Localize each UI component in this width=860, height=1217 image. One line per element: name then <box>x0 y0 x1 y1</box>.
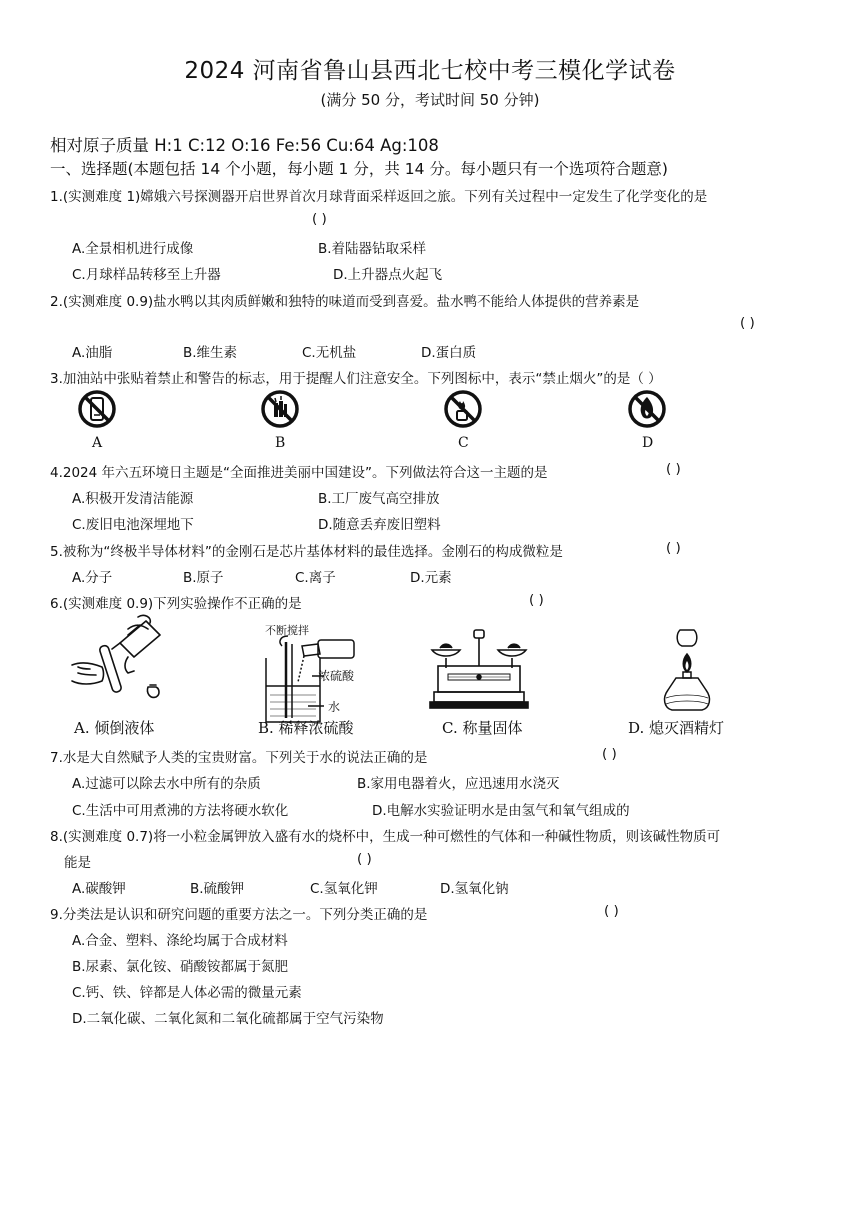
q3-label-d: D <box>642 435 654 451</box>
q5-stem: 5.被称为“终极半导体材料”的金刚石是芯片基体材料的最佳选择。金刚石的构成微粒是 <box>50 544 563 560</box>
q7-option-a: A.过滤可以除去水中所有的杂质 <box>72 776 261 792</box>
q3-label-b: B <box>275 435 286 451</box>
q8-answer-paren: ( ) <box>357 851 372 867</box>
q2-option-a: A.油脂 <box>72 345 113 361</box>
q1-option-c: C.月球样品转移至上升器 <box>72 267 221 283</box>
q2-stem: 2.(实测难度 0.9)盐水鸭以其肉质鲜嫩和独特的味道而受到喜爱。盐水鸭不能给人体提供的营养素是 <box>50 294 640 310</box>
q5-option-a: A.分子 <box>72 570 113 586</box>
q2-option-c: C.无机盐 <box>302 345 357 361</box>
q2-option-d: D.蛋白质 <box>421 345 477 361</box>
atomic-masses: 相对原子质量 H:1 C:12 O:16 Fe:56 Cu:64 Ag:108 <box>50 136 439 155</box>
q5-option-b: B.原子 <box>183 570 224 586</box>
q5-answer-paren: ( ) <box>666 540 681 556</box>
q4-option-d: D.随意丢弃废旧塑料 <box>318 517 441 533</box>
page-title: 2024 河南省鲁山县西北七校中考三模化学试卷 <box>184 58 676 84</box>
no-fireworks-icon <box>260 389 300 429</box>
q7-answer-paren: ( ) <box>602 746 617 762</box>
pour-liquid-figure <box>68 615 168 710</box>
section-heading: 一、选择题(本题包括 14 个小题，每小题 1 分，共 14 分。每小题只有一个选项符合题意) <box>50 160 668 178</box>
q8-stem-cont: 能是 <box>64 855 91 871</box>
q3-label-c: C <box>458 435 469 451</box>
q8-option-b: B.硫酸钾 <box>190 881 245 897</box>
q5-option-d: D.元素 <box>410 570 452 586</box>
label-stir: 不断搅拌 <box>265 624 309 637</box>
no-phone-icon <box>77 389 117 429</box>
q2-option-b: B.维生素 <box>183 345 238 361</box>
q1-option-d: D.上升器点火起飞 <box>333 267 443 283</box>
q6-answer-paren: ( ) <box>529 592 544 608</box>
q9-option-a: A.合金、塑料、涤纶均属于合成材料 <box>72 933 288 949</box>
balance-figure <box>428 626 538 714</box>
q2-answer-paren: ( ) <box>740 315 755 331</box>
q4-option-c: C.废旧电池深埋地下 <box>72 517 194 533</box>
q6-caption-d: D. 熄灭酒精灯 <box>628 719 725 737</box>
q8-stem: 8.(实测难度 0.7)将一小粒金属钾放入盛有水的烧杯中，生成一种可燃性的气体和一种碱性物质，则该碱性物质可 <box>50 829 721 845</box>
no-lighter-icon <box>443 389 483 429</box>
no-fire-icon <box>627 389 667 429</box>
alcohol-lamp-figure <box>654 628 724 714</box>
q6-caption-a: A. 倾倒液体 <box>74 719 155 737</box>
q6-caption-c: C. 称量固体 <box>442 719 523 737</box>
q4-stem: 4.2024 年六五环境日主题是“全面推进美丽中国建设”。下列做法符合这一主题的是 <box>50 465 548 481</box>
q7-option-b: B.家用电器着火，应迅速用水浇灭 <box>357 776 560 792</box>
q1-answer-paren: ( ) <box>312 211 327 227</box>
q9-stem: 9.分类法是认识和研究问题的重要方法之一。下列分类正确的是 <box>50 907 428 923</box>
q7-option-d: D.电解水实验证明水是由氢气和氧气组成的 <box>372 803 630 819</box>
q9-option-b: B.尿素、氯化铵、硝酸铵都属于氮肥 <box>72 959 289 975</box>
q3-label-a: A <box>92 435 103 451</box>
q6-caption-b: B. 稀释浓硫酸 <box>258 719 354 737</box>
q1-option-a: A.全景相机进行成像 <box>72 241 194 257</box>
q7-option-c: C.生活中可用煮沸的方法将硬水软化 <box>72 803 289 819</box>
q9-answer-paren: ( ) <box>604 903 619 919</box>
q3-stem: 3.加油站中张贴着禁止和警告的标志，用于提醒人们注意安全。下列图标中，表示“禁止烟火”的是（ ） <box>50 371 662 387</box>
label-water: 水 <box>328 700 341 714</box>
q8-option-d: D.氢氧化钠 <box>440 881 509 897</box>
label-conc-acid: 浓硫酸 <box>318 669 355 683</box>
q5-option-c: C.离子 <box>295 570 336 586</box>
q1-stem: 1.(实测难度 1)嫦娥六号探测器开启世界首次月球背面采样返回之旅。下列有关过程中一定发生了化学变化的是 <box>50 189 708 205</box>
q4-answer-paren: ( ) <box>666 461 681 477</box>
q6-stem: 6.(实测难度 0.9)下列实验操作不正确的是 <box>50 596 302 612</box>
q9-option-c: C.钙、铁、锌都是人体必需的微量元素 <box>72 985 302 1001</box>
q8-option-a: A.碳酸钾 <box>72 881 126 897</box>
q4-option-b: B.工厂废气高空排放 <box>318 491 440 507</box>
q4-option-a: A.积极开发清洁能源 <box>72 491 194 507</box>
page-subtitle: (满分 50 分，考试时间 50 分钟) <box>320 91 540 109</box>
q9-option-d: D.二氧化碳、二氧化氮和二氧化硫都属于空气污染物 <box>72 1011 384 1027</box>
q8-option-c: C.氢氧化钾 <box>310 881 378 897</box>
q7-stem: 7.水是大自然赋予人类的宝贵财富。下列关于水的说法正确的是 <box>50 750 428 766</box>
q1-option-b: B.着陆器钻取采样 <box>318 241 427 257</box>
